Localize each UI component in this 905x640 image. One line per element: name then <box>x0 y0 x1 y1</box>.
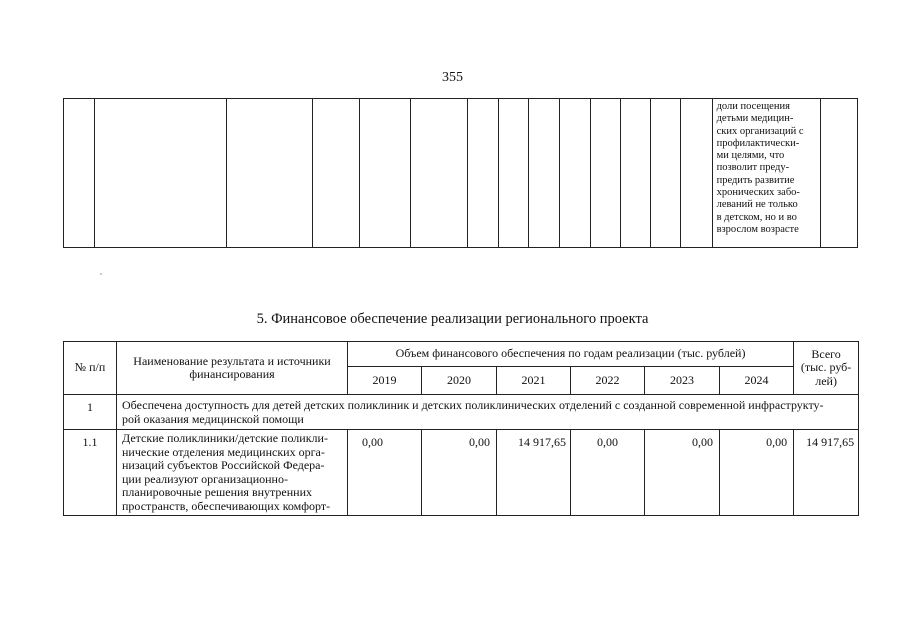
total-cell: 14 917,65 <box>794 430 859 516</box>
note-line: доли посещения <box>716 101 790 112</box>
note-line: леваний не только <box>716 199 798 211</box>
note-line: профилактически- <box>716 137 800 149</box>
value-cell: 0,00 <box>422 430 497 516</box>
table-cell <box>651 99 681 248</box>
financing-table <box>63 341 859 516</box>
table-cell <box>498 99 528 248</box>
result-name-line: ции реализуют организационно- <box>122 471 288 486</box>
result-name-line: пространств, обеспечивающих комфорт- <box>122 498 331 513</box>
continuation-note-cell <box>712 99 820 248</box>
value-cell: 0,00 <box>720 430 794 516</box>
result-name-line: планировочные решения внутренних <box>122 485 313 499</box>
value-cell: 0,00 <box>348 430 422 516</box>
result-name-line: Детские поликлиники/детские поликли- <box>122 431 328 445</box>
note-line: хронических забо- <box>716 187 800 199</box>
header-row <box>64 342 859 367</box>
note-line: ских организаций с <box>716 125 804 137</box>
header-total-line: лей) <box>815 373 837 388</box>
header-total <box>794 342 859 395</box>
table-cell <box>467 99 498 248</box>
header-year: 2019 <box>348 367 422 395</box>
table-cell <box>226 99 312 248</box>
table-cell <box>681 99 712 248</box>
header-year: 2021 <box>497 367 571 395</box>
header-year: 2020 <box>422 367 497 395</box>
header-name-line: Наименование результата и источники <box>133 353 331 368</box>
result-name <box>117 430 348 516</box>
note-line: предить развитие <box>716 174 795 186</box>
value-cell: 0,00 <box>645 430 720 516</box>
value-cell: 14 917,65 <box>497 430 571 516</box>
table-cell <box>410 99 467 248</box>
note-line: в детском, но и во <box>716 211 797 223</box>
table-cell <box>621 99 651 248</box>
note-line: детьми медицин- <box>716 113 794 125</box>
table-cell <box>359 99 410 248</box>
header-total-line: (тыс. руб- <box>800 360 852 375</box>
header-year: 2024 <box>720 367 794 395</box>
table-cell <box>528 99 559 248</box>
header-volume: Объем финансового обеспечения по годам реализации (тыс. рублей) <box>348 342 794 367</box>
note-line: взрослом возрасте <box>716 223 799 235</box>
result-title-line: Обеспечена доступность для детей детских поликлиник и детских поликлинических отделений с созданной современной инфраструкту- <box>122 398 824 412</box>
result-name-line: нические отделения медицинских орга- <box>122 444 325 459</box>
page-number: 355 <box>442 70 463 85</box>
table-cell <box>95 99 227 248</box>
table-cell <box>820 99 857 248</box>
row-number: 1.1 <box>64 430 117 516</box>
table-cell <box>591 99 621 248</box>
header-total-line: Всего <box>811 346 841 361</box>
row-number: 1 <box>64 395 117 430</box>
header-name <box>117 342 348 395</box>
value-cell: 0,00 <box>571 430 645 516</box>
table-cell <box>560 99 591 248</box>
note-line: позволит преду- <box>716 162 790 174</box>
continuation-row <box>64 99 858 248</box>
result-name-line: низаций субъектов Российской Федера- <box>122 458 325 472</box>
header-name-line: финансирования <box>189 367 275 381</box>
note-line: ми целями, что <box>716 150 785 162</box>
section-title: 5. Финансовое обеспечение реализации регионального проекта <box>256 311 649 327</box>
header-year: 2023 <box>645 367 720 395</box>
table-row <box>64 430 859 516</box>
header-year: 2022 <box>571 367 645 395</box>
scan-speck <box>100 273 102 275</box>
continuation-table <box>63 98 858 248</box>
table-cell <box>313 99 360 248</box>
result-title-line: рой оказания медицинской помощи <box>122 411 304 426</box>
result-title <box>117 395 859 430</box>
table-row <box>64 395 859 430</box>
header-number: № п/п <box>64 342 117 395</box>
table-cell <box>64 99 95 248</box>
